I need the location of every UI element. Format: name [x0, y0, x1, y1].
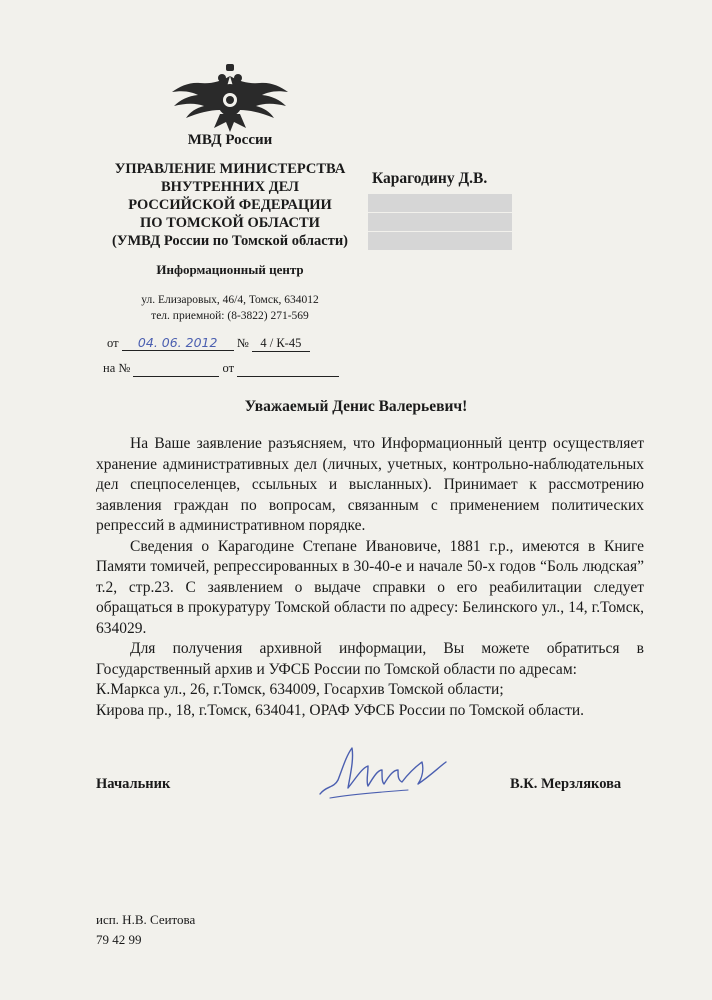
- registration-number: 4 / К-45: [252, 336, 310, 352]
- department-name: Информационный центр: [156, 262, 304, 277]
- number-label: №: [236, 336, 249, 350]
- registration-line: [107, 335, 310, 352]
- ref-date-field: [237, 361, 339, 377]
- redacted-address-line: [368, 194, 512, 212]
- recipient-name: Карагодину Д.В.: [372, 170, 488, 187]
- double-headed-eagle-icon: [170, 62, 290, 134]
- reference-line: [103, 361, 339, 377]
- archive-address: К.Маркса ул., 26, г.Томск, 634009, Госархив Томской области;: [96, 681, 504, 698]
- address: ул. Елизаровых, 46/4, Томск, 634012: [141, 294, 319, 306]
- org-line: (УМВД России по Томской области): [111, 233, 349, 249]
- archive-address: Кирова пр., 18, г.Томск, 634041, ОРАФ УФСБ России по Томской области.: [96, 701, 585, 719]
- executor-name: исп. Н.В. Сеитова: [96, 912, 196, 927]
- organization-name: [80, 160, 380, 250]
- signatory-name: В.К. Мерзлякова: [510, 776, 622, 792]
- redacted-address-line: [368, 213, 512, 231]
- ref-number-field: [133, 361, 219, 377]
- ministry-name: МВД России: [187, 132, 273, 148]
- org-line: ПО ТОМСКОЙ ОБЛАСТИ: [140, 215, 320, 231]
- org-line: РОССИЙСКОЙ ФЕДЕРАЦИИ: [128, 197, 332, 213]
- letter-body: [96, 434, 644, 721]
- registration-date: 04. 06. 2012: [122, 335, 234, 351]
- contact-block: [80, 292, 380, 324]
- paragraph: Сведения о Карагодине Степане Ивановиче, 1881 г.р., имеются в Книге Памяти томичей, репрессированных в 30-40-е и начале 50-х годов “Боль людская” т.2, стр.23. С заявлением о выдаче справки о его реабилитации следует обращаться в прокуратуру Томской области по адресу: Белинского ул., 14, г.Томск, 634029.: [96, 537, 644, 637]
- paragraph: Для получения архивной информации, Вы можете обратиться в Государственный архив и УФСБ России по Томской области по адресам:: [96, 640, 644, 678]
- executor-phone: 79 42 99: [96, 932, 142, 947]
- redacted-address-line: [368, 232, 512, 250]
- ref-label: на №: [103, 361, 131, 375]
- ref-from-label: от: [222, 361, 235, 375]
- signatory-title: Начальник: [96, 776, 171, 792]
- phone: тел. приемной: (8-3822) 271-569: [151, 310, 309, 322]
- from-label: от: [107, 336, 119, 350]
- handwritten-signature: [312, 742, 452, 804]
- org-line: ВНУТРЕННИХ ДЕЛ: [161, 179, 299, 195]
- paragraph: На Ваше заявление разъясняем, что Информационный центр осуществляет хранение административных дел (личных, учетных, контрольно-наблюдательных дел спецпоселенцев, ссыльных и высланных). Принимает к рассмотрению заявления граждан по вопросам, связанным с применением политических репрессий в административном порядке.: [96, 435, 644, 534]
- org-line: УПРАВЛЕНИЕ МИНИСТЕРСТВА: [114, 161, 346, 177]
- executor-block: [96, 910, 195, 950]
- salutation: Уважаемый Денис Валерьевич!: [244, 398, 468, 415]
